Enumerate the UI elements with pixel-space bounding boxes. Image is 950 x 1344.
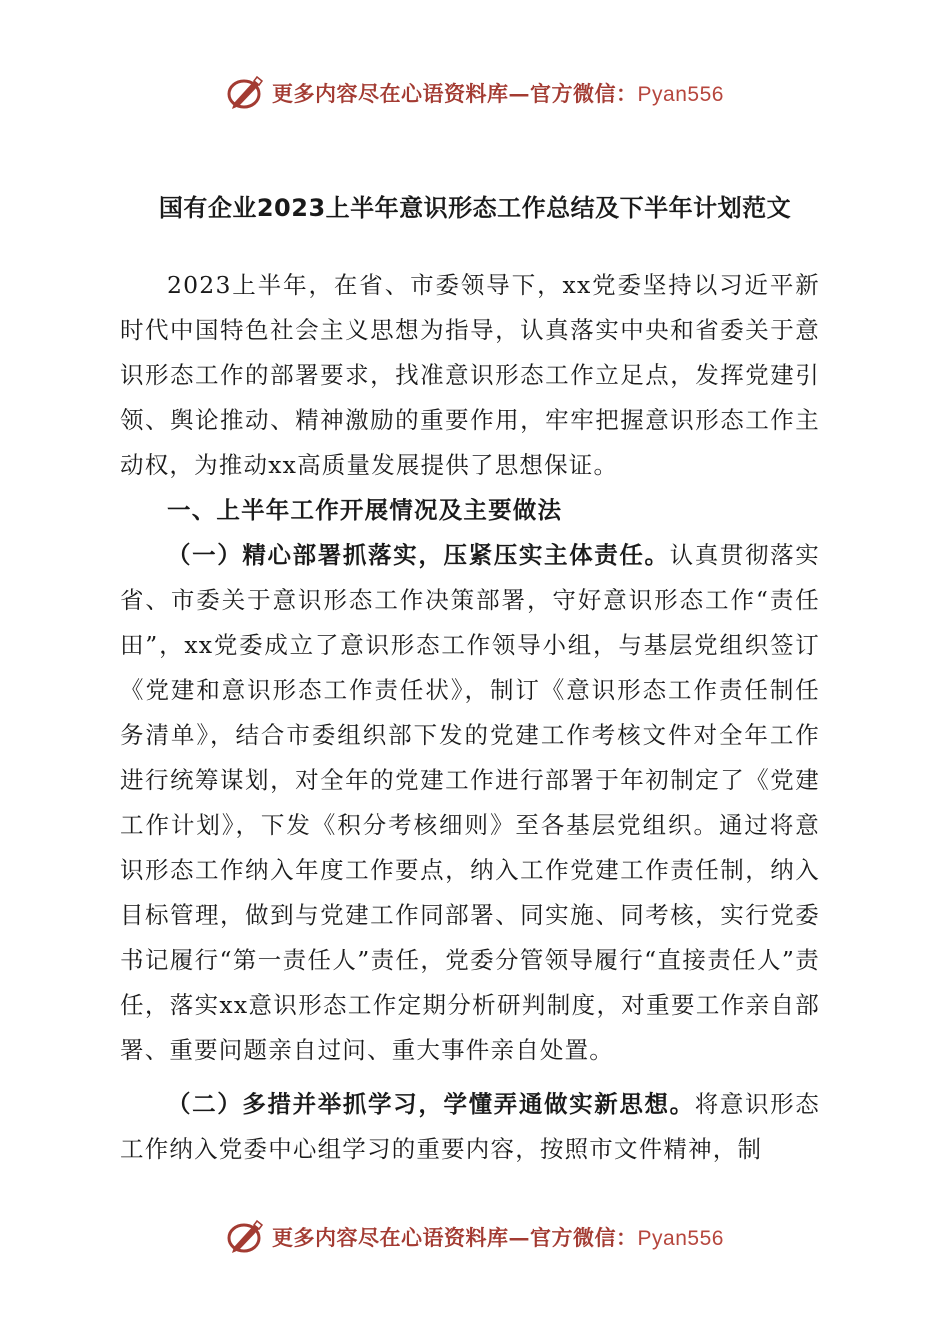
pen-seal-logo-icon <box>226 1217 266 1257</box>
document-body <box>120 263 820 1172</box>
wechat-id: Pyan556 <box>637 83 724 106</box>
watermark-text: 更多内容尽在心语资料库—官方微信：Pyan556 <box>272 81 724 106</box>
wechat-id: Pyan556 <box>637 1227 724 1250</box>
item-body-1: 认真贯彻落实省、市委关于意识形态工作决策部署，守好意识形态工作“责任田”，xx党委成立了意识形态工作领导小组，与基层党组织签订《党建和意识形态工作责任状》，制订《意识形态工作责任制任务清单》，结合市委组织部下发的党建工作考核文件对全年工作进行统筹谋划，对全年的党建工作进行部署于年初制定了《党建工作计划》，下发《积分考核细则》至各基层党组织。通过将意识形态工作纳入年度工作要点，纳入工作党建工作责任制，纳入目标管理，做到与党建工作同部署、同实施、同考核，实行党委书记履行“第一责任人”责任，党委分管领导履行“直接责任人”责任，落实xx意识形态工作定期分析研判制度，对重要工作亲自部署、重要问题亲自过问、重大事件亲自处置。 <box>120 541 820 1064</box>
footer-watermark <box>0 1212 950 1262</box>
watermark-text: 更多内容尽在心语资料库—官方微信：Pyan556 <box>272 1225 724 1250</box>
header-watermark <box>0 68 950 118</box>
intro-paragraph: 2023上半年，在省、市委领导下，xx党委坚持以习近平新时代中国特色社会主义思想为指导，认真落实中央和省委关于意识形态工作的部署要求，找准意识形态工作立足点，发挥党建引领、舆论推动、精神激励的重要作用，牢牢把握意识形态工作主动权，为推动xx高质量发展提供了思想保证。 <box>120 271 820 479</box>
document-title: 国有企业2023上半年意识形态工作总结及下半年计划范文 <box>158 194 792 222</box>
section-heading: 一、上半年工作开展情况及主要做法 <box>167 496 563 524</box>
pen-seal-logo-icon <box>226 73 266 113</box>
item-body-2: 将意识形态工作纳入党委中心组学习的重要内容，按照市文件精神，制 <box>120 1090 821 1163</box>
item-paragraph-2 <box>120 1082 820 1172</box>
item-lead-2: （二）多措并举抓学习，学懂弄通做实新思想。 <box>167 1090 695 1118</box>
item-paragraph-1 <box>120 533 820 1073</box>
item-lead-1: （一）精心部署抓落实，压紧压实主体责任。 <box>167 541 670 569</box>
